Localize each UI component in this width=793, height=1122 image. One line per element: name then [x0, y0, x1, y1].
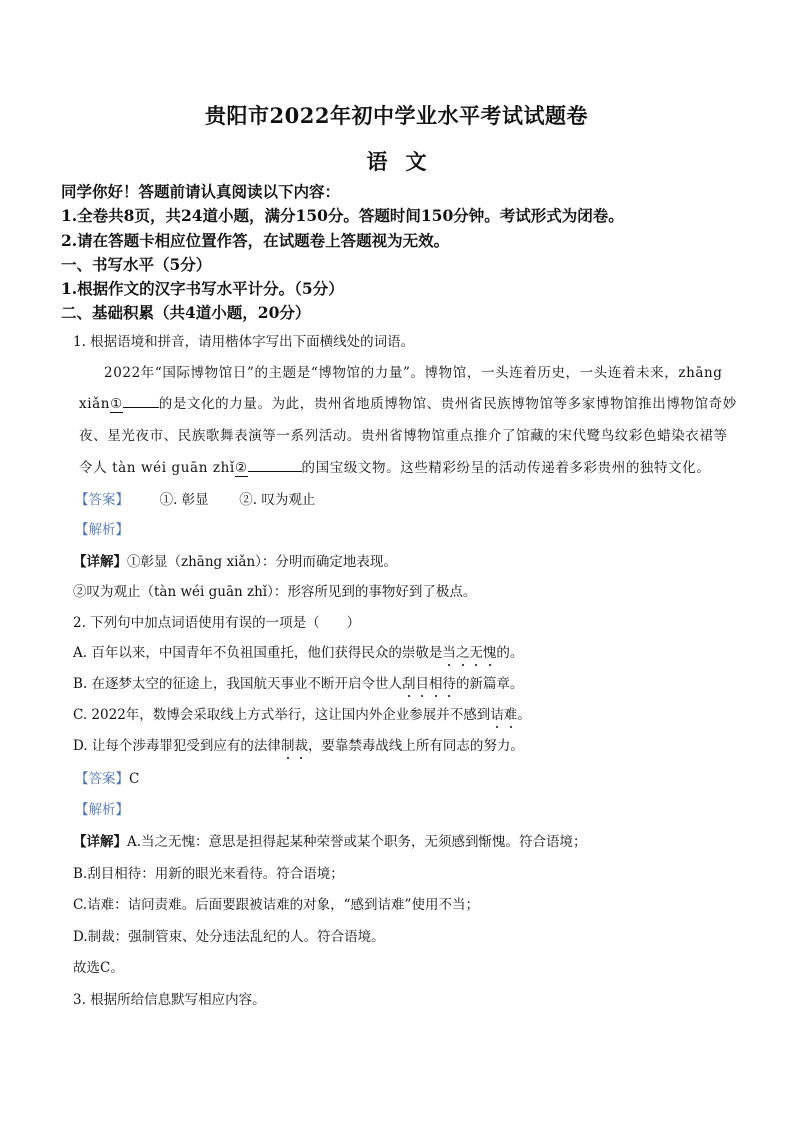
q2-answer-row	[75, 767, 139, 787]
answer-label: 【答案】	[75, 492, 129, 508]
q2-detail-d: D.制裁：强制管束、处分违法乱纪的人。符合语境。	[73, 929, 385, 945]
pinyin-xian: xiǎn	[79, 396, 111, 412]
dotted-word	[442, 645, 496, 661]
analysis-label: 【解析】	[75, 802, 129, 818]
pinyin-tanweiguanzhi: 令人 tàn wéi guān zhǐ	[79, 460, 235, 476]
intro-greeting: 同学你好！答题前请认真阅读以下内容：	[61, 182, 341, 201]
detail-label: 【详解】	[73, 554, 127, 570]
emphasis-char: 难	[504, 703, 518, 723]
q2-conclusion: 故选C。	[73, 960, 124, 976]
answer-2: ②. 叹为观止	[239, 492, 316, 508]
emphasis-char: 愧	[483, 641, 497, 661]
dotted-word	[490, 707, 517, 723]
q1-detail-1: 【详解】①彰显（zhāng xiǎn）：分明而确定地表现。	[73, 554, 397, 570]
q1-detail-2: ②叹为观止（tàn wéi guān zhǐ）：形容所见到的事物好到了极点。	[73, 584, 477, 600]
q2-detail-b: B.刮目相待：用新的眼光来看待。符合语境；	[73, 866, 344, 882]
emphasis-char: 刮	[402, 672, 416, 692]
emphasis-char: 诘	[490, 703, 504, 723]
line-4-text: 的国宝级文物。这些精彩纷呈的活动传递着多彩贵州的独特文化。	[301, 460, 711, 476]
emphasis-char: 裁	[294, 734, 308, 754]
q2-detail-a: 【详解】A.当之无愧：意思是担得起某种荣誉或某个职务，无须感到惭愧。符合语境；	[73, 834, 587, 850]
section-1-heading: 一、书写水平（5分）	[61, 255, 212, 274]
line-2-text: 的是文化的力量。为此，贵州省地质博物馆、贵州省民族博物馆等多家博物馆推出博物馆奇妙	[158, 396, 737, 412]
q2-prompt: 2. 下列句中加点词语使用有误的一项是（ ）	[73, 615, 361, 631]
answer-label: 【答案】	[75, 771, 129, 787]
q2-option-c: C. 2022年，数博会采取线上方式举行，这让国内外企业参展并不感到诘难。	[73, 703, 531, 723]
q1-passage-line-3: 夜、星光夜市、民族歌舞表演等一系列活动。贵州省博物馆重点推介了馆藏的宋代鹭鸟纹彩色蜡染衣裙等	[79, 428, 728, 444]
q1-passage-line-2	[79, 392, 737, 412]
blank-marker-2: ②	[234, 460, 248, 476]
intro-rule-1: 1.全卷共8页，共24道小题，满分150分。答题时间150分钟。考试形式为闭卷。	[61, 206, 624, 225]
q2-option-d: D. 让每个涉毒罪犯受到应有的法律制裁，要靠禁毒战线上所有同志的努力。	[73, 734, 524, 754]
q2-detail-c: C.诘难：诘问责难。后面要跟被诘难的对象，“感到诘难”使用不当；	[73, 897, 479, 913]
page-title: 贵阳市2022年初中学业水平考试试题卷	[205, 103, 588, 128]
q1-passage-line-1: 2022年“国际博物馆日”的主题是“博物馆的力量”。博物馆，一头连着历史，一头连着未来，zhāng	[104, 365, 723, 381]
q2-option-b: B. 在逐梦太空的征途上，我国航天事业不断开启令世人刮目相待的新篇章。	[73, 672, 524, 692]
answer-1: ①. 彰显	[159, 492, 209, 508]
emphasis-char: 当	[442, 641, 456, 661]
q1-passage-line-4	[79, 456, 710, 476]
q2-option-a: A. 百年以来，中国青年不负祖国重托，他们获得民众的崇敬是当之无愧的。	[73, 641, 523, 661]
emphasis-char: 相	[429, 672, 443, 692]
q1-answer-row	[75, 488, 315, 508]
q1-prompt: 1. 根据语境和拼音，请用楷体字写出下面横线处的词语。	[73, 334, 415, 350]
subject-title: 语文	[366, 149, 445, 174]
emphasis-char: 待	[443, 672, 457, 692]
intro-rule-2: 2.请在答题卡相应位置作答，在试题卷上答题视为无效。	[61, 231, 450, 250]
emphasis-char: 之	[456, 641, 470, 661]
q3-prompt: 3. 根据所给信息默写相应内容。	[73, 992, 266, 1008]
section-1-item: 1.根据作文的汉字书写水平计分。（5分）	[61, 279, 344, 298]
emphasis-char: 目	[416, 672, 430, 692]
analysis-label: 【解析】	[75, 522, 129, 538]
answer-blank-1[interactable]	[123, 393, 159, 408]
blank-marker-1: ①	[110, 396, 123, 412]
dotted-word	[281, 738, 308, 754]
emphasis-char: 制	[281, 734, 295, 754]
emphasis-char: 无	[469, 641, 483, 661]
detail-label: 【详解】	[73, 834, 127, 850]
answer-value: C	[129, 771, 140, 787]
section-2-heading: 二、基础积累（共4道小题，20分）	[61, 303, 311, 322]
dotted-word	[402, 676, 456, 692]
answer-blank-2[interactable]	[248, 457, 302, 472]
